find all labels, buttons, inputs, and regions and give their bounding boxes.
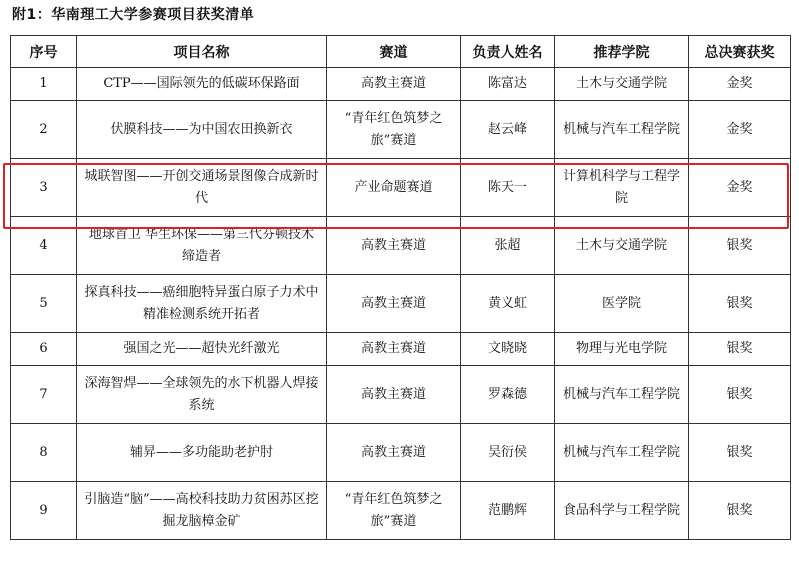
header-project: 项目名称 (77, 36, 327, 68)
cell-leader: 赵云峰 (461, 101, 555, 159)
header-leader: 负责人姓名 (461, 36, 555, 68)
header-award: 总决赛获奖 (689, 36, 791, 68)
cell-track: 高教主赛道 (327, 424, 461, 482)
table-row (11, 275, 791, 333)
cell-college: 机械与汽车工程学院 (555, 424, 689, 482)
cell-leader: 范鹏辉 (461, 482, 555, 540)
header-track: 赛道 (327, 36, 461, 68)
cell-leader: 陈天一 (461, 159, 555, 217)
table-row (11, 333, 791, 366)
table-header-row (11, 36, 791, 68)
header-college: 推荐学院 (555, 36, 689, 68)
cell-college: 食品科学与工程学院 (555, 482, 689, 540)
cell-track: 产业命题赛道 (327, 159, 461, 217)
cell-project: 引脑造“脑”——高校科技助力贫困苏区挖掘龙脑樟金矿 (77, 482, 327, 540)
cell-leader: 黄义虹 (461, 275, 555, 333)
cell-no: 4 (11, 217, 77, 275)
cell-no: 3 (11, 159, 77, 217)
table-row (11, 101, 791, 159)
cell-award: 银奖 (689, 333, 791, 366)
cell-track: 高教主赛道 (327, 333, 461, 366)
cell-leader: 张超 (461, 217, 555, 275)
cell-college: 医学院 (555, 275, 689, 333)
cell-project: 城联智图——开创交通场景图像合成新时代 (77, 159, 327, 217)
cell-award: 银奖 (689, 424, 791, 482)
cell-no: 9 (11, 482, 77, 540)
award-table (10, 35, 791, 540)
cell-project: 探真科技——癌细胞特异蛋白原子力术中精准检测系统开拓者 (77, 275, 327, 333)
cell-track: “青年红色筑梦之旅”赛道 (327, 482, 461, 540)
cell-track: 高教主赛道 (327, 68, 461, 101)
cell-college: 机械与汽车工程学院 (555, 366, 689, 424)
cell-project: 伏膜科技——为中国农田换新衣 (77, 101, 327, 159)
table-row (11, 159, 791, 217)
cell-no: 5 (11, 275, 77, 333)
cell-no: 2 (11, 101, 77, 159)
table-row (11, 68, 791, 101)
cell-leader: 吴衍侯 (461, 424, 555, 482)
cell-project: 深海智焊——全球领先的水下机器人焊接系统 (77, 366, 327, 424)
cell-college: 机械与汽车工程学院 (555, 101, 689, 159)
cell-track: “青年红色筑梦之旅”赛道 (327, 101, 461, 159)
table-row (11, 217, 791, 275)
cell-project: 辅昇——多功能助老护肘 (77, 424, 327, 482)
cell-award: 金奖 (689, 101, 791, 159)
cell-award: 银奖 (689, 217, 791, 275)
cell-leader: 罗森德 (461, 366, 555, 424)
cell-award: 银奖 (689, 366, 791, 424)
document-title: 附1：华南理工大学参赛项目获奖清单 (12, 7, 255, 23)
cell-track: 高教主赛道 (327, 217, 461, 275)
table-row (11, 424, 791, 482)
cell-award: 金奖 (689, 159, 791, 217)
header-no: 序号 (11, 36, 77, 68)
cell-leader: 文晓晓 (461, 333, 555, 366)
table-row (11, 366, 791, 424)
cell-college: 土木与交通学院 (555, 217, 689, 275)
cell-award: 银奖 (689, 482, 791, 540)
cell-award: 银奖 (689, 275, 791, 333)
table-row (11, 482, 791, 540)
cell-project: CTP——国际领先的低碳环保路面 (77, 68, 327, 101)
cell-project: 地球首卫 华生环保——第三代芬顿技术缔造者 (77, 217, 327, 275)
cell-college: 土木与交通学院 (555, 68, 689, 101)
cell-college: 物理与光电学院 (555, 333, 689, 366)
cell-project: 强国之光——超快光纤激光 (77, 333, 327, 366)
cell-no: 7 (11, 366, 77, 424)
cell-no: 6 (11, 333, 77, 366)
cell-award: 金奖 (689, 68, 791, 101)
cell-leader: 陈富达 (461, 68, 555, 101)
cell-no: 8 (11, 424, 77, 482)
cell-no: 1 (11, 68, 77, 101)
cell-track: 高教主赛道 (327, 275, 461, 333)
cell-college: 计算机科学与工程学院 (555, 159, 689, 217)
cell-track: 高教主赛道 (327, 366, 461, 424)
